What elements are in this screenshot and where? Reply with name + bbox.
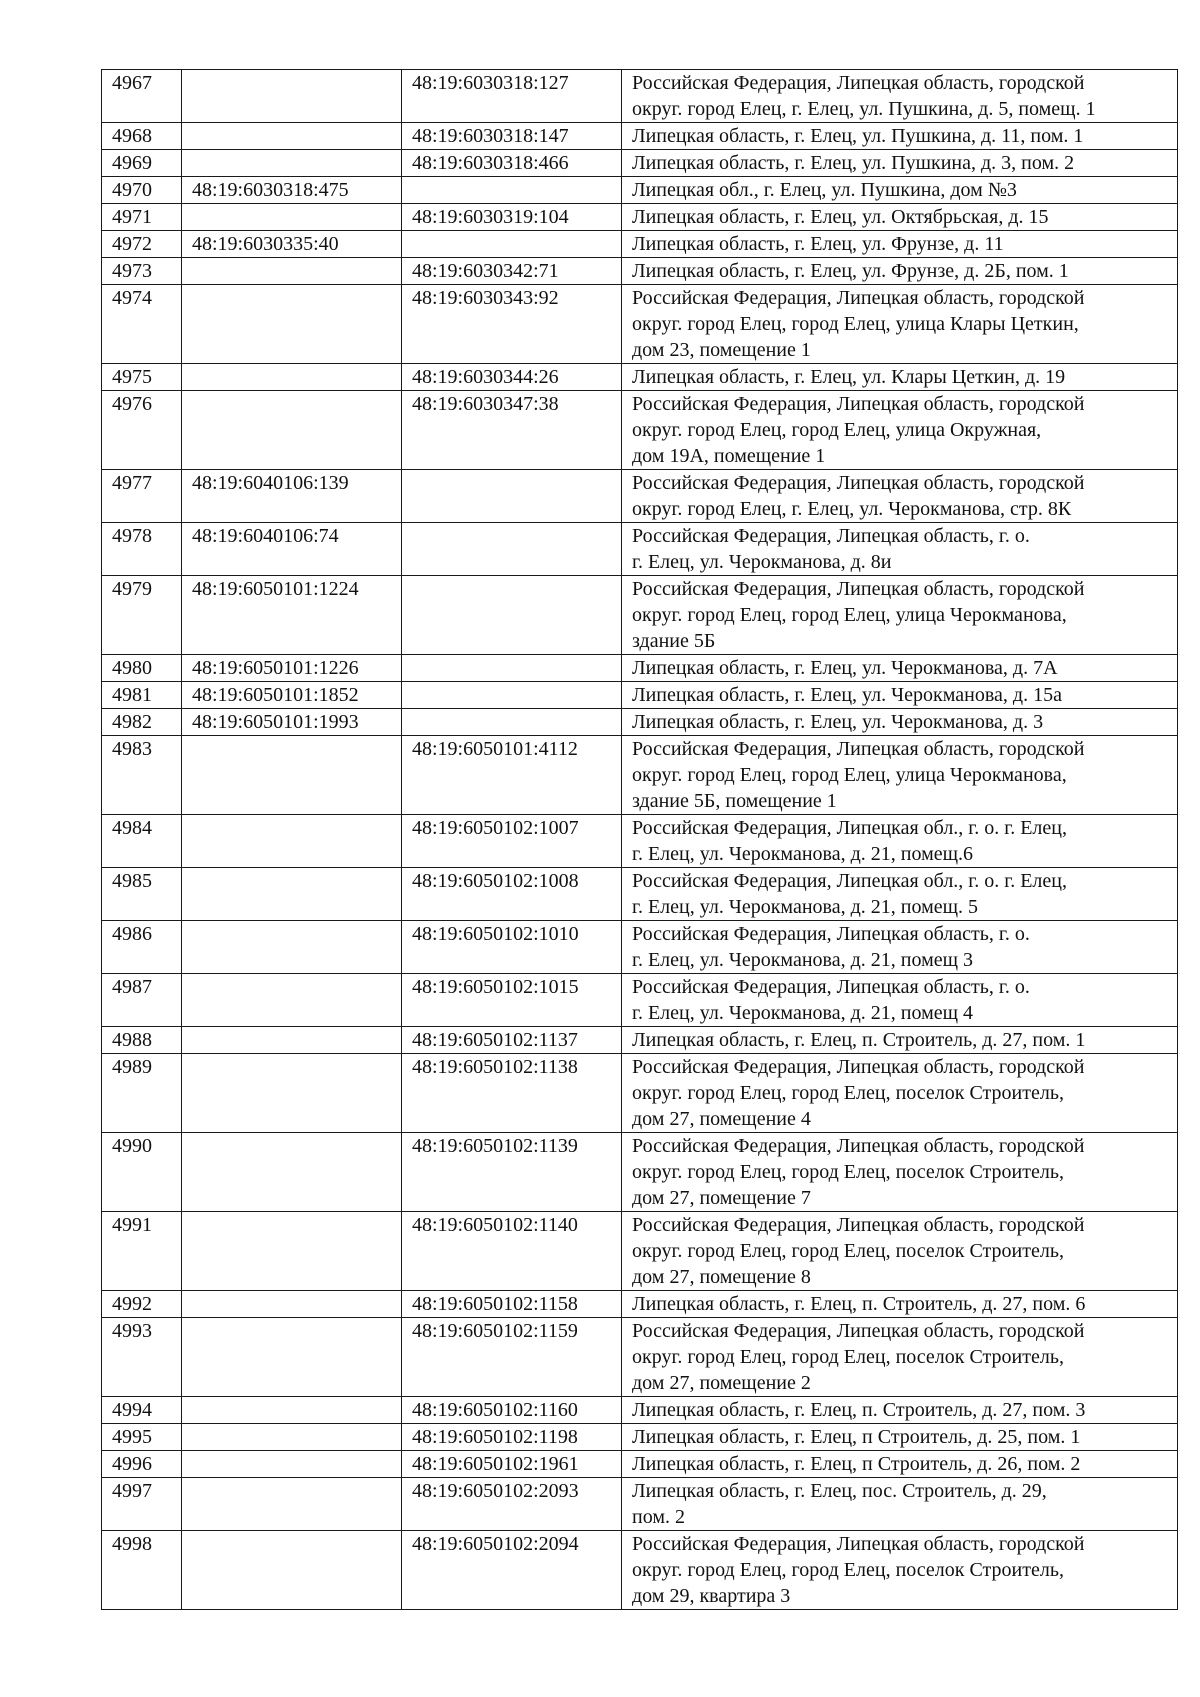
address-cell (622, 1451, 1178, 1478)
object-cadastral-number-cell (402, 177, 622, 204)
land-cadastral-number-cell: 48:19:6030318:475 (182, 177, 402, 204)
address-cell (622, 231, 1178, 258)
address-line: Липецкая область, г. Елец, п Строитель, д. 25, пом. 1 (632, 1426, 1081, 1448)
land-cadastral-number-cell (182, 123, 402, 150)
address-cell (622, 815, 1178, 868)
land-cadastral-number-cell: 48:19:6050101:1224 (182, 576, 402, 655)
table-row (102, 655, 1178, 682)
address-line: дом 27, помещение 2 (632, 1372, 811, 1394)
table-row (102, 974, 1178, 1027)
table-row (102, 682, 1178, 709)
address-cell (622, 1027, 1178, 1054)
table-row (102, 364, 1178, 391)
land-cadastral-number-cell: 48:19:6050101:1852 (182, 682, 402, 709)
row-number-cell: 4979 (102, 576, 182, 655)
land-cadastral-number-cell (182, 204, 402, 231)
address-cell (622, 1291, 1178, 1318)
address-cell (622, 285, 1178, 364)
table-row (102, 1318, 1178, 1397)
object-cadastral-number-cell: 48:19:6030318:147 (402, 123, 622, 150)
land-cadastral-number-cell: 48:19:6040106:74 (182, 523, 402, 576)
address-line: Липецкая область, г. Елец, ул. Черокманова, д. 15а (632, 684, 1062, 706)
address-line: Российская Федерация, Липецкая область, городской (632, 1056, 1085, 1078)
address-line: Липецкая область, г. Елец, пос. Строитель, д. 29, (632, 1480, 1047, 1502)
table-row (102, 1451, 1178, 1478)
land-cadastral-number-cell (182, 736, 402, 815)
row-number-cell: 4982 (102, 709, 182, 736)
row-number-cell: 4998 (102, 1531, 182, 1610)
object-cadastral-number-cell: 48:19:6050102:2093 (402, 1478, 622, 1531)
address-line: дом 29, квартира 3 (632, 1585, 791, 1607)
row-number-cell: 4985 (102, 868, 182, 921)
address-line: округ. город Елец, город Елец, улица Черокманова, (632, 604, 1067, 626)
table-row (102, 523, 1178, 576)
table-row (102, 1478, 1178, 1531)
table-row (102, 470, 1178, 523)
object-cadastral-number-cell (402, 682, 622, 709)
row-number-cell: 4983 (102, 736, 182, 815)
address-line: здание 5Б, помещение 1 (632, 790, 837, 812)
address-line: Российская Федерация, Липецкая область, городской (632, 1320, 1085, 1342)
table-row (102, 1397, 1178, 1424)
row-number-cell: 4971 (102, 204, 182, 231)
row-number-cell: 4991 (102, 1212, 182, 1291)
address-line: здание 5Б (632, 630, 716, 652)
row-number-cell: 4972 (102, 231, 182, 258)
address-line: г. Елец, ул. Черокманова, д. 21, помещ.6 (632, 843, 974, 865)
registry-table-body (102, 70, 1178, 1610)
address-line: Липецкая область, г. Елец, ул. Пушкина, д. 3, пом. 2 (632, 152, 1075, 174)
address-line: Липецкая область, г. Елец, ул. Фрунзе, д. 11 (632, 233, 1004, 255)
object-cadastral-number-cell: 48:19:6030319:104 (402, 204, 622, 231)
address-cell (622, 1133, 1178, 1212)
table-row (102, 1133, 1178, 1212)
address-cell (622, 70, 1178, 123)
address-cell (622, 1318, 1178, 1397)
row-number-cell: 4977 (102, 470, 182, 523)
table-row (102, 1291, 1178, 1318)
address-cell (622, 655, 1178, 682)
address-line: г. Елец, ул. Черокманова, д. 21, помещ 3 (632, 949, 974, 971)
object-cadastral-number-cell: 48:19:6050101:4112 (402, 736, 622, 815)
address-line: дом 27, помещение 8 (632, 1266, 811, 1288)
address-line: Российская Федерация, Липецкая область, городской (632, 1135, 1085, 1157)
address-line: Российская Федерация, Липецкая область, городской (632, 1214, 1085, 1236)
land-cadastral-number-cell: 48:19:6030335:40 (182, 231, 402, 258)
address-line: округ. город Елец, г. Елец, ул. Пушкина, д. 5, помещ. 1 (632, 98, 1096, 120)
table-row (102, 815, 1178, 868)
address-line: Липецкая область, г. Елец, ул. Фрунзе, д. 2Б, пом. 1 (632, 260, 1069, 282)
address-cell (622, 177, 1178, 204)
address-line: округ. город Елец, город Елец, поселок Строитель, (632, 1082, 1064, 1104)
row-number-cell: 4969 (102, 150, 182, 177)
address-cell (622, 682, 1178, 709)
address-cell (622, 523, 1178, 576)
object-cadastral-number-cell: 48:19:6030318:466 (402, 150, 622, 177)
object-cadastral-number-cell: 48:19:6050102:1961 (402, 1451, 622, 1478)
object-cadastral-number-cell: 48:19:6050102:1010 (402, 921, 622, 974)
address-cell (622, 150, 1178, 177)
object-cadastral-number-cell: 48:19:6050102:1198 (402, 1424, 622, 1451)
row-number-cell: 4981 (102, 682, 182, 709)
table-row (102, 150, 1178, 177)
object-cadastral-number-cell: 48:19:6050102:1158 (402, 1291, 622, 1318)
object-cadastral-number-cell (402, 470, 622, 523)
object-cadastral-number-cell (402, 655, 622, 682)
table-row (102, 1212, 1178, 1291)
address-line: г. Елец, ул. Черокманова, д. 8и (632, 551, 892, 573)
land-cadastral-number-cell: 48:19:6050101:1993 (182, 709, 402, 736)
address-line: дом 19А, помещение 1 (632, 445, 826, 467)
row-number-cell: 4978 (102, 523, 182, 576)
table-row (102, 391, 1178, 470)
land-cadastral-number-cell (182, 150, 402, 177)
address-line: округ. город Елец, г. Елец, ул. Черокманова, стр. 8К (632, 498, 1072, 520)
address-line: округ. город Елец, город Елец, улица Черокманова, (632, 764, 1067, 786)
table-row (102, 231, 1178, 258)
table-row (102, 70, 1178, 123)
row-number-cell: 4970 (102, 177, 182, 204)
land-cadastral-number-cell (182, 1212, 402, 1291)
address-line: Российская Федерация, Липецкая область, городской (632, 472, 1085, 494)
table-row (102, 258, 1178, 285)
land-cadastral-number-cell (182, 815, 402, 868)
address-line: Российская Федерация, Липецкая область, г. о. (632, 976, 1030, 998)
address-cell (622, 204, 1178, 231)
table-row (102, 177, 1178, 204)
land-cadastral-number-cell (182, 1133, 402, 1212)
table-row (102, 868, 1178, 921)
object-cadastral-number-cell (402, 709, 622, 736)
object-cadastral-number-cell: 48:19:6050102:1007 (402, 815, 622, 868)
address-line: Российская Федерация, Липецкая область, городской (632, 578, 1085, 600)
address-line: дом 27, помещение 7 (632, 1187, 811, 1209)
address-cell (622, 576, 1178, 655)
land-cadastral-number-cell (182, 1054, 402, 1133)
document-page (101, 69, 1177, 1610)
object-cadastral-number-cell: 48:19:6050102:1160 (402, 1397, 622, 1424)
row-number-cell: 4996 (102, 1451, 182, 1478)
object-cadastral-number-cell (402, 523, 622, 576)
address-cell (622, 709, 1178, 736)
address-line: пом. 2 (632, 1506, 685, 1528)
land-cadastral-number-cell: 48:19:6050101:1226 (182, 655, 402, 682)
land-cadastral-number-cell (182, 364, 402, 391)
address-line: дом 23, помещение 1 (632, 339, 811, 361)
row-number-cell: 4994 (102, 1397, 182, 1424)
land-cadastral-number-cell (182, 391, 402, 470)
address-line: округ. город Елец, город Елец, улица Окружная, (632, 419, 1042, 441)
address-line: округ. город Елец, город Елец, улица Клары Цеткин, (632, 313, 1079, 335)
address-cell (622, 1478, 1178, 1531)
address-cell (622, 736, 1178, 815)
object-cadastral-number-cell: 48:19:6030342:71 (402, 258, 622, 285)
land-cadastral-number-cell: 48:19:6040106:139 (182, 470, 402, 523)
address-cell (622, 391, 1178, 470)
land-cadastral-number-cell (182, 258, 402, 285)
object-cadastral-number-cell: 48:19:6050102:1015 (402, 974, 622, 1027)
address-line: г. Елец, ул. Черокманова, д. 21, помещ 4 (632, 1002, 974, 1024)
row-number-cell: 4988 (102, 1027, 182, 1054)
object-cadastral-number-cell (402, 231, 622, 258)
address-cell (622, 1054, 1178, 1133)
address-line: Липецкая область, г. Елец, ул. Октябрьская, д. 15 (632, 206, 1049, 228)
address-line: округ. город Елец, город Елец, поселок Строитель, (632, 1240, 1064, 1262)
address-line: округ. город Елец, город Елец, поселок Строитель, (632, 1559, 1064, 1581)
land-cadastral-number-cell (182, 70, 402, 123)
address-line: Российская Федерация, Липецкая область, г. о. (632, 923, 1030, 945)
table-row (102, 1027, 1178, 1054)
address-line: округ. город Елец, город Елец, поселок Строитель, (632, 1346, 1064, 1368)
address-line: Липецкая область, г. Елец, п Строитель, д. 26, пом. 2 (632, 1453, 1081, 1475)
table-row (102, 709, 1178, 736)
land-cadastral-number-cell (182, 1291, 402, 1318)
address-line: Российская Федерация, Липецкая область, городской (632, 287, 1085, 309)
object-cadastral-number-cell: 48:19:6030344:26 (402, 364, 622, 391)
address-line: Липецкая обл., г. Елец, ул. Пушкина, дом №3 (632, 179, 1017, 201)
object-cadastral-number-cell: 48:19:6050102:1159 (402, 1318, 622, 1397)
address-cell (622, 921, 1178, 974)
row-number-cell: 4992 (102, 1291, 182, 1318)
address-cell (622, 364, 1178, 391)
table-row (102, 1424, 1178, 1451)
address-line: Российская Федерация, Липецкая область, городской (632, 72, 1085, 94)
object-cadastral-number-cell (402, 576, 622, 655)
land-cadastral-number-cell (182, 868, 402, 921)
land-cadastral-number-cell (182, 1027, 402, 1054)
row-number-cell: 4967 (102, 70, 182, 123)
land-cadastral-number-cell (182, 1318, 402, 1397)
row-number-cell: 4993 (102, 1318, 182, 1397)
address-line: Липецкая область, г. Елец, ул. Черокманова, д. 7А (632, 657, 1058, 679)
row-number-cell: 4980 (102, 655, 182, 682)
object-cadastral-number-cell: 48:19:6050102:1008 (402, 868, 622, 921)
address-cell (622, 974, 1178, 1027)
address-line: Липецкая область, г. Елец, п. Строитель, д. 27, пом. 6 (632, 1293, 1086, 1315)
land-cadastral-number-cell (182, 1531, 402, 1610)
address-cell (622, 1212, 1178, 1291)
registry-table (101, 69, 1178, 1610)
object-cadastral-number-cell: 48:19:6050102:1139 (402, 1133, 622, 1212)
row-number-cell: 4975 (102, 364, 182, 391)
address-line: Липецкая область, г. Елец, ул. Черокманова, д. 3 (632, 711, 1044, 733)
table-row (102, 285, 1178, 364)
land-cadastral-number-cell (182, 1424, 402, 1451)
land-cadastral-number-cell (182, 921, 402, 974)
table-row (102, 1054, 1178, 1133)
object-cadastral-number-cell: 48:19:6050102:2094 (402, 1531, 622, 1610)
address-line: Липецкая область, г. Елец, п. Строитель, д. 27, пом. 3 (632, 1399, 1086, 1421)
object-cadastral-number-cell: 48:19:6050102:1138 (402, 1054, 622, 1133)
address-line: г. Елец, ул. Черокманова, д. 21, помещ. 5 (632, 896, 979, 918)
object-cadastral-number-cell: 48:19:6050102:1137 (402, 1027, 622, 1054)
address-line: Липецкая область, г. Елец, ул. Пушкина, д. 11, пом. 1 (632, 125, 1084, 147)
land-cadastral-number-cell (182, 285, 402, 364)
address-line: Российская Федерация, Липецкая обл., г. о. г. Елец, (632, 870, 1067, 892)
table-row (102, 204, 1178, 231)
table-row (102, 123, 1178, 150)
address-cell (622, 123, 1178, 150)
address-line: Российская Федерация, Липецкая область, г. о. (632, 525, 1030, 547)
row-number-cell: 4995 (102, 1424, 182, 1451)
row-number-cell: 4987 (102, 974, 182, 1027)
address-cell (622, 1424, 1178, 1451)
address-line: Российская Федерация, Липецкая область, городской (632, 1533, 1085, 1555)
address-cell (622, 1531, 1178, 1610)
address-line: Российская Федерация, Липецкая область, городской (632, 393, 1085, 415)
land-cadastral-number-cell (182, 1451, 402, 1478)
address-cell (622, 258, 1178, 285)
land-cadastral-number-cell (182, 1478, 402, 1531)
row-number-cell: 4984 (102, 815, 182, 868)
table-row (102, 1531, 1178, 1610)
land-cadastral-number-cell (182, 1397, 402, 1424)
row-number-cell: 4997 (102, 1478, 182, 1531)
row-number-cell: 4968 (102, 123, 182, 150)
row-number-cell: 4974 (102, 285, 182, 364)
table-row (102, 921, 1178, 974)
row-number-cell: 4973 (102, 258, 182, 285)
address-line: округ. город Елец, город Елец, поселок Строитель, (632, 1161, 1064, 1183)
table-row (102, 576, 1178, 655)
address-line: Российская Федерация, Липецкая обл., г. о. г. Елец, (632, 817, 1067, 839)
object-cadastral-number-cell: 48:19:6030318:127 (402, 70, 622, 123)
table-row (102, 736, 1178, 815)
row-number-cell: 4986 (102, 921, 182, 974)
object-cadastral-number-cell: 48:19:6030343:92 (402, 285, 622, 364)
land-cadastral-number-cell (182, 974, 402, 1027)
address-line: Российская Федерация, Липецкая область, городской (632, 738, 1085, 760)
object-cadastral-number-cell: 48:19:6030347:38 (402, 391, 622, 470)
row-number-cell: 4989 (102, 1054, 182, 1133)
row-number-cell: 4976 (102, 391, 182, 470)
address-line: Липецкая область, г. Елец, п. Строитель, д. 27, пом. 1 (632, 1029, 1086, 1051)
address-line: дом 27, помещение 4 (632, 1108, 811, 1130)
row-number-cell: 4990 (102, 1133, 182, 1212)
address-cell (622, 470, 1178, 523)
object-cadastral-number-cell: 48:19:6050102:1140 (402, 1212, 622, 1291)
address-cell (622, 868, 1178, 921)
address-cell (622, 1397, 1178, 1424)
address-line: Липецкая область, г. Елец, ул. Клары Цеткин, д. 19 (632, 366, 1066, 388)
